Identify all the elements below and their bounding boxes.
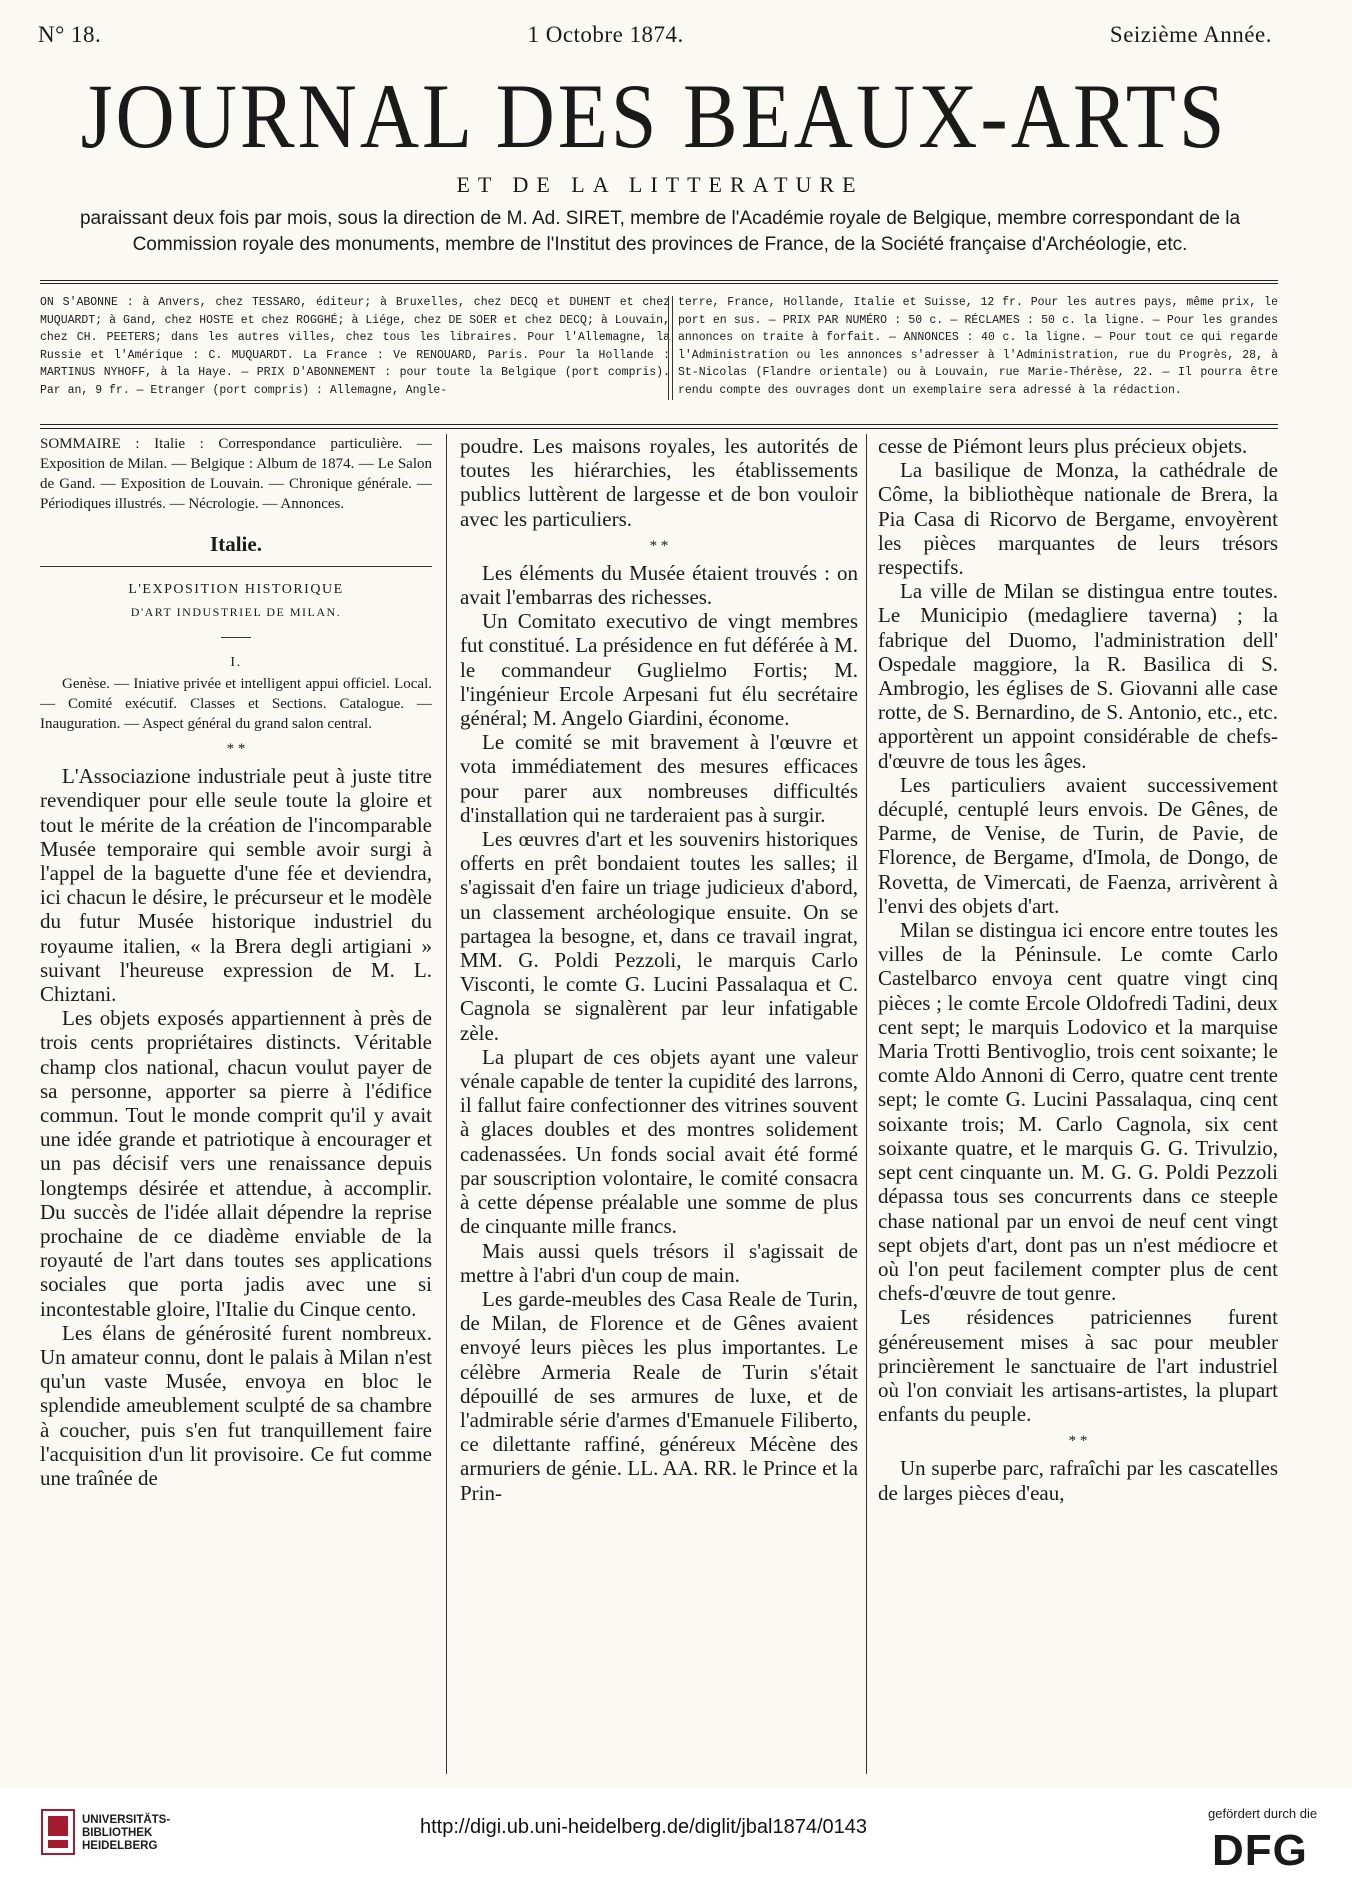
column-3 [878, 434, 1278, 1505]
article-paragraph: La basilique de Monza, la cathédrale de Côme, la bibliothèque nationale de Brera, la Pia Casa di Ricorvo de Bergame, envoyèrent les pièces marquantes de leurs trésors respectifs. [878, 458, 1278, 580]
digitization-footer [0, 1788, 1352, 1880]
issue-year: Seizième Année. [1109, 22, 1272, 47]
section-title: Italie. [210, 532, 262, 556]
subscription-info-right: terre, France, Hollande, Italie et Suisse, 12 fr. Pour les autres pays, même prix, le port en sus. — PRIX PAR NUMÉRO : 50 c. — RÉCLAMES : 50 c. la ligne. — Pour les grandes annonces on traite à forfait. — ANNONCES : 40 c. la ligne. — Pour tout ce qui regarde l'Administration ou les annonces s'adresser à l'Administration, rue du Progrès, 28, à St-Nicolas (Flandre orientale) ou à Louvain, rue Marie-Thérèse, 22. — Il pourra être rendu compte des ouvrages dont un exemplaire sera adressé à la rédaction. [678, 296, 1278, 397]
article-heading: L'EXPOSITION HISTORIQUE [128, 582, 344, 598]
article-paragraph: La plupart de ces objets ayant une valeur vénale capable de tenter la cupidité des larrons, il fallut faire confectionner des vitrines souvent à glaces doubles et des montres solidement cadenassées. Un fonds social avait été formé par souscription volontaire, le comité consacra à cette dépense préalable une somme de plus de cinquante mille francs. [460, 1044, 858, 1239]
university-seal-icon [40, 1808, 76, 1856]
article-paragraph: Le comité se mit bravement à l'œuvre et vota immédiatement des mesures efficaces pour parer aux nombreuses difficultés d'installation qui ne tarderaient pas à surgir. [460, 730, 858, 827]
source-url-link[interactable]: http://digi.ub.uni-heidelberg.de/diglit/jbal1874/0143 [420, 1816, 868, 1838]
chapter-summary: Genèse. — Iniative privée et intelligent appui officiel. Local. — Comité exécutif. Classes et Sections. Catalogue. — Inauguration. — Aspect général du grand salon central. [40, 676, 432, 733]
funding-note: gefördert durch die [1208, 1806, 1318, 1821]
article-paragraph: Les élans de générosité furent nombreux. Un amateur connu, dont le palais à Milan n'est qu'un vaste Musée, envoya en bloc le splendide ameublement sculpté de sa chambre à coucher, puis s'en fut tranquillement faire l'acquisition d'un lit provisoire. Ce fut comme une traînée de [40, 1320, 432, 1491]
divider-rule [40, 280, 1278, 281]
subscription-separator [672, 296, 673, 400]
library-name: UNIVERSITÄTS- BIBLIOTHEK HEIDELBERG [82, 1814, 171, 1852]
article-subheading: D'ART INDUSTRIEL DE MILAN. [130, 605, 342, 620]
dfg-logo: DFG [1212, 1826, 1308, 1875]
article-paragraph: La ville de Milan se distingua entre toutes. Le Municipio (medagliere taverna) ; la fabrique del Duomo, l'administration dell' Ospedale maggiore, la R. Basilica di S. Ambrogio, les églises de S. Giovanni alle case rotte, de S. Bernardino, de S. Antonio, etc., etc. apportèrent un appoint considérable de chefs-d'œuvre de tous les âges. [878, 579, 1278, 773]
journal-title: JOURNAL DES BEAUX-ARTS [80, 65, 1228, 168]
section-stars: * * [226, 741, 246, 758]
journal-subtitle: ET DE LA LITTERATURE [456, 172, 864, 197]
article-paragraph: Milan se distingua ici encore entre toutes les villes de la Péninsule. Le comte Carlo Castelbarco envoya cent quatre vingt cinq pièces ; le comte Ercole Oldofredi Tadini, deux cent sept; le marquis Lodovico et la marquise Maria Trotti Bentivoglio, trois cent soixante; le comte Aldo Annoni di Cerro, quatre cent trente sept; le comte G. Lucini Passalaqua, cinq cent soixante trois; M. Carlo Cagnola, six cent soixante quatre, et le marquis G. G. Trivulzio, sept cent cinquante un. M. G. G. Poldi Pezzoli dépassa tous ses concurrents dans ce steeple chase national par un envoi de neuf cent vingt sept objets d'art, dont pas un n'est médiocre et où l'on peut facilement compter plus de cent chefs-d'œuvre de tout genre. [878, 918, 1278, 1306]
chapter-number: I. [230, 655, 242, 671]
article-paragraph: Un superbe parc, rafraîchi par les cascatelles de larges pièces d'eau, [878, 1456, 1278, 1505]
article-paragraph: Les éléments du Musée étaient trouvés : on avait l'embarras des richesses. [460, 560, 858, 610]
article-paragraph: cesse de Piémont leurs plus précieux objets. [878, 434, 1248, 458]
table-of-contents: SOMMAIRE : Italie : Correspondance particulière. — Exposition de Milan. — Belgique : Album de 1874. — Le Salon de Gand. — Exposition de Louvain. — Chronique générale. — Périodiques illustrés. — Nécrologie. — Annonces. [40, 436, 432, 512]
divider-rule [40, 283, 1278, 284]
article-paragraph: Les objets exposés appartiennent à près de trois cents propriétaires distincts. Véritable champ clos national, chacun voulut payer de sa personne, apporter sa pierre à l'édifice commun. Tout le monde comprit qu'il y avait une idée grande et patriotique à encourager et un pas décisif vers une renaissance depuis longtemps désirée et attendue, à accomplir. Du succès de l'idée allait dépendre la reprise prochaine de ce diadème enviable de la royauté de l'art dans toutes ses applications sociales que porta jadis avec une si incontestable gloire, l'Italie du Cinque cento. [40, 1006, 432, 1321]
article-paragraph: Mais aussi quels trésors il s'agissait de mettre à l'abri d'un coup de main. [460, 1238, 858, 1287]
issue-number: N° 18. [38, 22, 102, 47]
column-2 [460, 434, 858, 1505]
journal-description: paraissant deux fois par mois, sous la direction de M. Ad. SIRET, membre de l'Académie royale de Belgique, membre correspondant de la Commission royale des monuments, membre de l'Institut des provinces de France, de la Société française d'Archéologie, etc. [79, 208, 1241, 255]
section-stars: * * [1068, 1433, 1088, 1450]
divider-rule [221, 637, 251, 638]
column-separator [446, 434, 447, 1774]
article-paragraph: Les garde-meubles des Casa Reale de Turin, de Milan, de Florence et de Gênes avaient envoyé leurs pièces les plus importantes. Le célèbre Armeria Reale de Turin s'était dépouillé de ses armures de luxe, et de l'admirable série d'armes d'Emanuele Filiberto, ce dilettante raffiné, généreux Mécène des armuriers de génie. LL. AA. RR. le Prince et la Prin- [460, 1286, 858, 1505]
subscription-separator [668, 296, 669, 400]
issue-date: 1 Octobre 1874. [527, 22, 684, 47]
article-paragraph: Les œuvres d'art et les souvenirs historiques offerts en prêt bondaient toutes les salles; il s'agissait d'en faire un triage judicieux d'abord, un classement archéologique ensuite. On se partagea la besogne, et, dans ce travail ingrat, MM. G. Poldi Pezzoli, le marquis Carlo Visconti, le comte G. Lucini Passalaqua et C. Cagnola se signalèrent par leur infatigable zèle. [460, 827, 858, 1045]
article-paragraph: Les particuliers avaient successivement décuplé, centuplé leurs envois. De Gênes, de Parme, de Venise, de Turin, de Pavie, de Florence, de Bergame, d'Imola, de Dongo, de Rovetta, de Vimercati, de Faenza, arrivèrent à l'envi des objets d'art. [878, 772, 1278, 918]
article-paragraph: Un Comitato executivo de vingt membres fut constitué. La présidence en fut déférée à M. le commandeur Guglielmo Fortis; M. l'ingénieur Ercole Arpesani fut élu secrétaire général; M. Angelo Giardini, économe. [460, 609, 858, 731]
section-stars: * * [649, 537, 669, 554]
divider-rule [40, 428, 1278, 429]
column-1 [40, 434, 432, 1490]
masthead-top-line [38, 22, 1272, 48]
divider-rule [40, 566, 432, 567]
article-paragraph: poudre. Les maisons royales, les autorités de toutes les hiérarchies, les établissements publics luttèrent de largesse et de bon vouloir avec les particuliers. [460, 434, 858, 531]
article-paragraph: L'Associazione industriale peut à juste titre revendiquer pour elle seule toute la gloire et tout le mérite de la création de l'incomparable Musée temporaire qui semble avoir surgi à l'appel de la baguette d'une fée et deviendra, ici chacun le désire, le précurseur et le modèle du futur Musée historique industriel du royaume italien, « la Brera degli artigiani » suivant l'heureuse expression de M. L. Chiztani. [40, 764, 432, 1007]
column-separator [866, 434, 867, 1774]
article-paragraph: Les résidences patriciennes furent généreusement mises à sac pour meubler princièrement le sanctuaire de l'art industriel où l'on conviait les artisans-artistes, la plupart enfants du peuple. [878, 1305, 1278, 1427]
subscription-info-left: ON S'ABONNE : à Anvers, chez TESSARO, éditeur; à Bruxelles, chez DECQ et DUHENT et chez MUQUARDT; à Gand, chez HOSTE et chez ROGGHÉ; à Liége, chez DE SOER et chez DECQ; à Louvain, chez CH. PEETERS; dans les autres villes, chez tous les libraires. Pour l'Allemagne, la Russie et l'Amérique : C. MUQUARDT. La France : Ve RENOUARD, Paris. Pour la Hollande : MARTINUS NYHOFF, à la Haye. — PRIX D'ABONNEMENT : pour toute la Belgique (port compris). Par an, 9 fr. — Etranger (port compris) : Allemagne, Angle- [40, 296, 670, 397]
divider-rule [40, 424, 1278, 425]
